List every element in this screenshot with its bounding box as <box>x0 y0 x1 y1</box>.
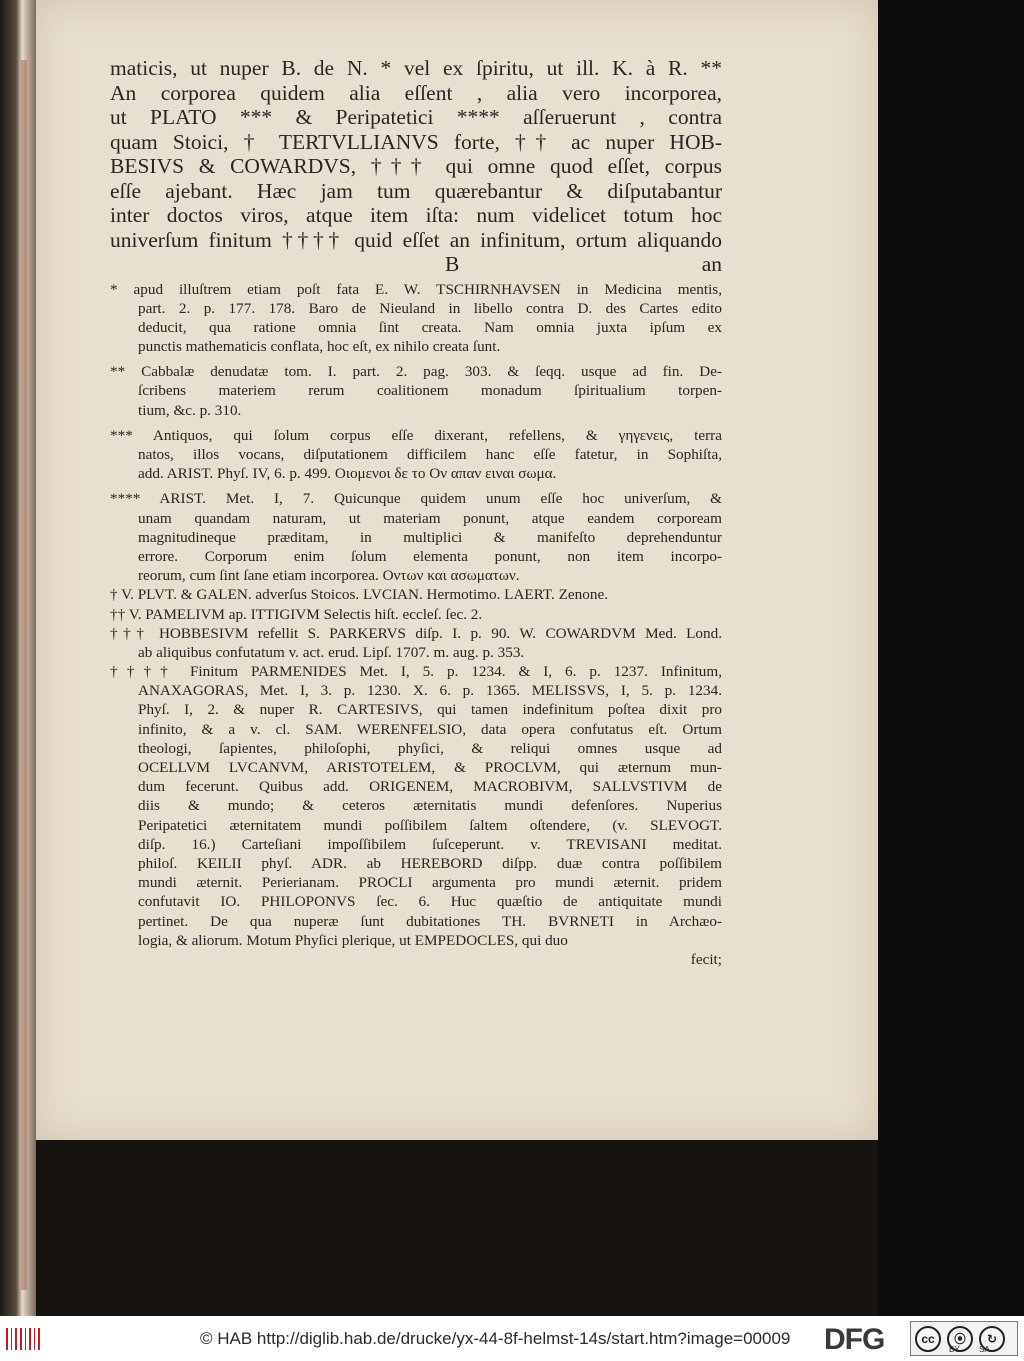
footnote-line: diſp. 16.) Carteſiani impoſſibilem ſuſceperunt. v. TREVISANI meditat. <box>138 835 722 853</box>
main-text <box>110 56 722 252</box>
scan-background <box>878 0 1024 1316</box>
book-spine-edge <box>0 0 36 1316</box>
footnote-line: *** Antiquos, qui ſolum corpus eſſe dixerant, refellens, & γηγενεις, terra <box>110 426 722 444</box>
text-line: eſſe ajebant. Hæc jam tum quærebantur & diſputabantur <box>110 178 722 203</box>
footnote-line: † V. PLVT. & GALEN. adverſus Stoicos. LVCIAN. Hermotimo. LAERT. Zenone. <box>110 586 608 604</box>
footnote-line: philoſ. KEILII phyſ. ADR. ab HEREBORD diſpp. duæ contra poſſibilem <box>138 854 722 872</box>
footnote-line: deducit, qua ratione omnia ſint creata. Nam omnia juxta ipſum ex <box>138 318 722 336</box>
text-line: maticis, ut nuper B. de N. * vel ex ſpiritu, ut ill. K. à R. ** <box>110 56 722 80</box>
footnote-line: logia, & aliorum. Motum Phyſici plerique, ut EMPEDOCLES, qui duo <box>138 931 568 949</box>
footnote-line: unam quandam naturam, ut materiam ponunt, atque eandem corpoream <box>138 509 722 527</box>
footnote <box>110 605 722 624</box>
footnote-line: ſcribens materiem rerum coalitionem monadum ſpiritualium torpen- <box>138 382 722 400</box>
person-icon: ⦿ <box>947 1326 973 1352</box>
footnote-line: infinito, & a v. cl. SAM. WERENFELSIO, data opera confutatus eſt. Ortum <box>138 720 722 738</box>
footnote-line: magnitudineque præditam, in multiplici & manifeſto deprehenduntur <box>138 528 722 546</box>
footnote-line: punctis mathematicis conflata, hoc eſt, ex nihilo creata ſunt. <box>138 338 501 356</box>
by-label: BY <box>949 1345 960 1354</box>
footnote-line: mundi æternit. Perierianam. PROCLI argumenta pro mundi æternit. pridem <box>138 874 722 892</box>
footnote-line: †††† Finitum PARMENIDES Met. I, 5. p. 1234. & I, 6. p. 1237. Infinitum, <box>110 663 722 681</box>
text-line: BESIVS & COWARDVS, ††† qui omne quod eſſet, corpus <box>110 154 722 178</box>
footnote-line: reorum, cum ſint ſane etiam incorporea. Οντων και ασωματων. <box>138 567 520 585</box>
footnote-line: errore. Corporum enim ſolum elementa ponunt, non item incorpo- <box>138 547 722 565</box>
footnote-line: ab aliquibus confutatum v. act. erud. Lipſ. 1707. m. aug. p. 353. <box>138 643 525 661</box>
footnote-line: part. 2. p. 177. 178. Baro de Nieuland in libello contra D. des Cartes edito <box>138 299 722 317</box>
footnote-line: natos, illos vocans, diſputationem difficilem hanc eſſe fatetur, in Sophiſta, <box>138 446 722 463</box>
copyright-url[interactable]: © HAB http://diglib.hab.de/drucke/yx-44-8f-helmst-14s/start.htm?image=00009 <box>200 1329 791 1348</box>
signature-line <box>110 252 722 277</box>
footnote <box>110 362 722 420</box>
scan-background-bottom <box>36 1140 878 1316</box>
hab-logo-icon <box>6 1328 40 1350</box>
footnote <box>110 585 722 604</box>
footnote-line: ANAXAGORAS, Met. I, 3. p. 1230. X. 6. p. 1365. MELISSVS, I, 5. p. 1234. <box>138 682 722 700</box>
page-text <box>110 56 722 969</box>
footnote-line: OCELLVM LVCANVM, ARISTOTELEM, & PROCLVM, qui æternum mun- <box>138 759 722 776</box>
footnote-line: diis & mundo; & ceteros æternitatis mundi defenſores. Nuperius <box>138 797 722 815</box>
footnote-line: pertinet. De qua nuperæ ſunt dubitationes TH. BVRNETI in Archæo- <box>138 912 722 930</box>
footnote-catchword: fecit; <box>690 950 722 968</box>
footnote <box>110 662 722 950</box>
footnote <box>110 426 722 484</box>
footnotes <box>110 280 722 950</box>
footnote-line: tium, &c. p. 310. <box>138 401 242 419</box>
footnote-line: * apud illuſtrem etiam poſt fata E. W. TSCHIRNHAVSEN in Medicina mentis, <box>110 280 722 298</box>
footnote-line: confutavit IO. PHILOPONVS ſec. 6. Huc quæſtio de antiquitate mundi <box>138 893 722 911</box>
footnote-line: add. ARIST. Phyſ. IV, 6. p. 499. Οιομενοι δε το Ον απαν ειναι σωμα. <box>138 465 557 483</box>
catchword: an <box>701 252 722 276</box>
footnote-line: ††† HOBBESIVM refellit S. PARKERVS diſp. I. p. 90. W. COWARDVM Med. Lond. <box>110 624 722 642</box>
footnote <box>110 624 722 662</box>
footnote-line: Phyſ. I, 2. & nuper R. CARTESIVS, qui tamen indefinitum poſtea dixit pro <box>138 701 722 719</box>
book-page <box>36 0 878 1140</box>
footnote-line: ** Cabbalæ denudatæ tom. I. part. 2. pag. 303. & ſeqq. usque ad fin. De- <box>110 363 722 381</box>
text-line: univerſum finitum †††† quid eſſet an infinitum, ortum aliquando <box>110 227 722 252</box>
footnote <box>110 489 722 585</box>
footnote-line: theologi, ſapientes, philoſophi, phyſici, & reliqui omnes usque ad <box>138 739 722 757</box>
text-line: inter doctos viros, atque item iſta: num videlicet totum hoc <box>110 203 722 227</box>
share-alike-icon: ↻ <box>979 1326 1005 1352</box>
footnote-line: **** ARIST. Met. I, 7. Quicunque quidem unum eſſe hoc univerſum, & <box>110 490 722 508</box>
footnote-line: dum fecerunt. Quibus add. ORIGENEM, MACROBIVM, SALLVSTIVM de <box>138 778 722 796</box>
cc-icon: cc <box>915 1326 941 1352</box>
cc-license-badge[interactable] <box>910 1321 1018 1356</box>
footnote-line: †† V. PAMELIVM ap. ITTIGIVM Selectis hiſt. eccleſ. ſec. 2. <box>110 605 483 623</box>
page-edge-stain <box>21 60 27 1290</box>
text-line: ut PLATO *** & Peripatetici **** aſſeruerunt , contra <box>110 105 722 129</box>
sa-label: SA <box>979 1345 990 1354</box>
viewer-footer <box>0 1316 1024 1361</box>
signature-mark: B <box>445 252 460 276</box>
text-line: An corporea quidem alia eſſent , alia vero incorporea, <box>110 80 722 105</box>
footnote <box>110 280 722 357</box>
dfg-logo: DFG <box>824 1323 885 1356</box>
text-line: quam Stoici, † TERTVLLIANVS forte, †† ac nuper HOB- <box>110 129 722 154</box>
footnote-line: Peripatetici æternitatem mundi poſſibilem ſaltem oſtendere, (v. SLEVOGT. <box>138 816 722 834</box>
